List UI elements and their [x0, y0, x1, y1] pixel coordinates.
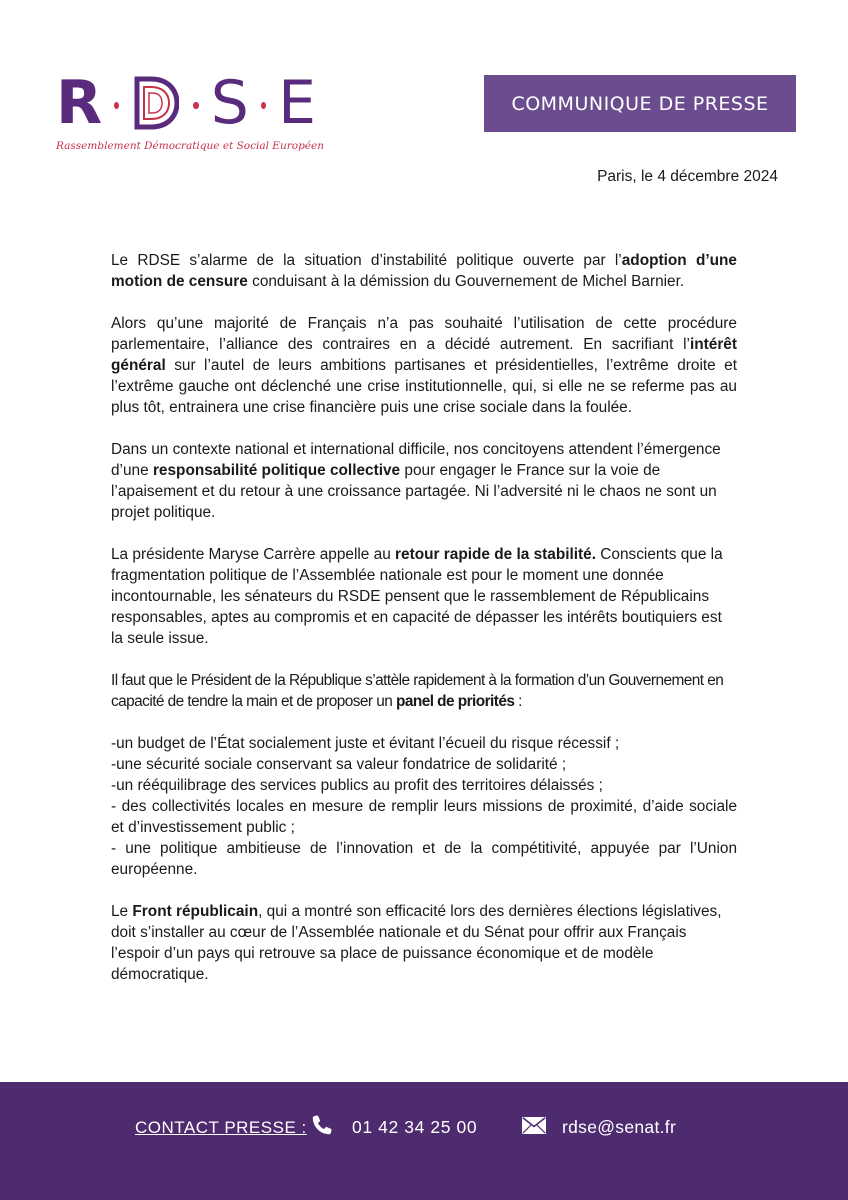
list-item: -une sécurité sociale conservant sa valeur fondatrice de solidarité ; [111, 756, 567, 773]
paragraph-3: Dans un contexte national et international difficile, nos concitoyens attendent l’émergence d’une responsabilité politique collective pour engager le France sur la voie de l’apaisement et du retour à une croissance partagée. Ni l’adversité ni le chaos ne sont un projet politique. [111, 441, 721, 521]
logo-letter-s: S [210, 68, 249, 138]
paragraph-2: Alors qu’une majorité de Français n’a pas souhaité l’utilisation de cette procédure parlementaire, l’alliance des contraires en a décidé autrement. En sacrifiant l’intérêt général sur l’autel de leurs ambitions partisanes et présidentielles, l’extrême droite et l’extrême gauche ont déclenché une crise institutionnelle, qui, si elle ne se referme pas au plus tôt, entrainera une crise financière puis une crise sociale dans la foulée. [111, 315, 737, 416]
logo-letters [56, 68, 317, 138]
logo-letter-r: R [56, 68, 103, 138]
contact-footer [0, 1082, 848, 1200]
logo-letter-d [133, 75, 179, 131]
logo-d-graphic [133, 75, 179, 131]
closing-paragraph: Le Front républicain, qui a montré son efficacité lors des dernières élections législatives, doit s’installer au cœur de l’Assemblée nationale et du Sénat pour offrir aux Français l’espoir d’un pays qui retrouve sa place de puissance économique et de modèle démocratique. [111, 903, 722, 983]
press-release-banner: COMMUNIQUE DE PRESSE [484, 75, 796, 132]
svg-text:D: D [158, 105, 160, 106]
paragraph-1: Le RDSE s’alarme de la situation d’instabilité politique ouverte par l’adoption d’une motion de censure conduisant à la démission du Gouvernement de Michel Barnier. [111, 252, 737, 290]
logo-dot [261, 102, 266, 109]
priorities-list [111, 733, 737, 880]
email-address[interactable]: rdse@senat.fr [562, 1117, 677, 1137]
press-release-body [111, 250, 737, 1006]
rdse-logo [56, 68, 324, 162]
list-item: - des collectivités locales en mesure de remplir leurs missions de proximité, d’aide sociale et d’investissement public ; [111, 798, 737, 836]
logo-dot [114, 102, 119, 109]
logo-subtitle: Rassemblement Démocratique et Social Européen [56, 140, 324, 152]
logo-dot [193, 102, 198, 109]
list-item: -un rééquilibrage des services publics au profit des territoires délaissés ; [111, 777, 603, 794]
list-item: - une politique ambitieuse de l’innovation et de la compétitivité, appuyée par l’Union européenne. [111, 840, 737, 878]
list-item: -un budget de l’État socialement juste et évitant l’écueil du risque récessif ; [111, 735, 620, 752]
logo-letter-e: E [278, 68, 317, 138]
contact-press-label: CONTACT PRESSE : [135, 1118, 307, 1137]
date-line: Paris, le 4 décembre 2024 [597, 168, 778, 185]
envelope-icon [522, 1117, 546, 1134]
paragraph-4: La présidente Maryse Carrère appelle au retour rapide de la stabilité. Conscients que la fragmentation politique de l’Assemblée nationale est pour le moment une donnée incontournable, les sénateurs du RSDE pensent que le rassemblement de Républicains responsables, aptes au compromis et en capacité de dépasser les intérêts boutiquiers est la seule issue. [111, 546, 723, 647]
paragraph-5: Il faut que le Président de la République s’attèle rapidement à la formation d’un Gouvernement en capacité de tendre la main et de proposer un panel de priorités : [111, 672, 724, 710]
phone-number[interactable]: 01 42 34 25 00 [352, 1117, 478, 1137]
phone-icon [310, 1113, 334, 1137]
